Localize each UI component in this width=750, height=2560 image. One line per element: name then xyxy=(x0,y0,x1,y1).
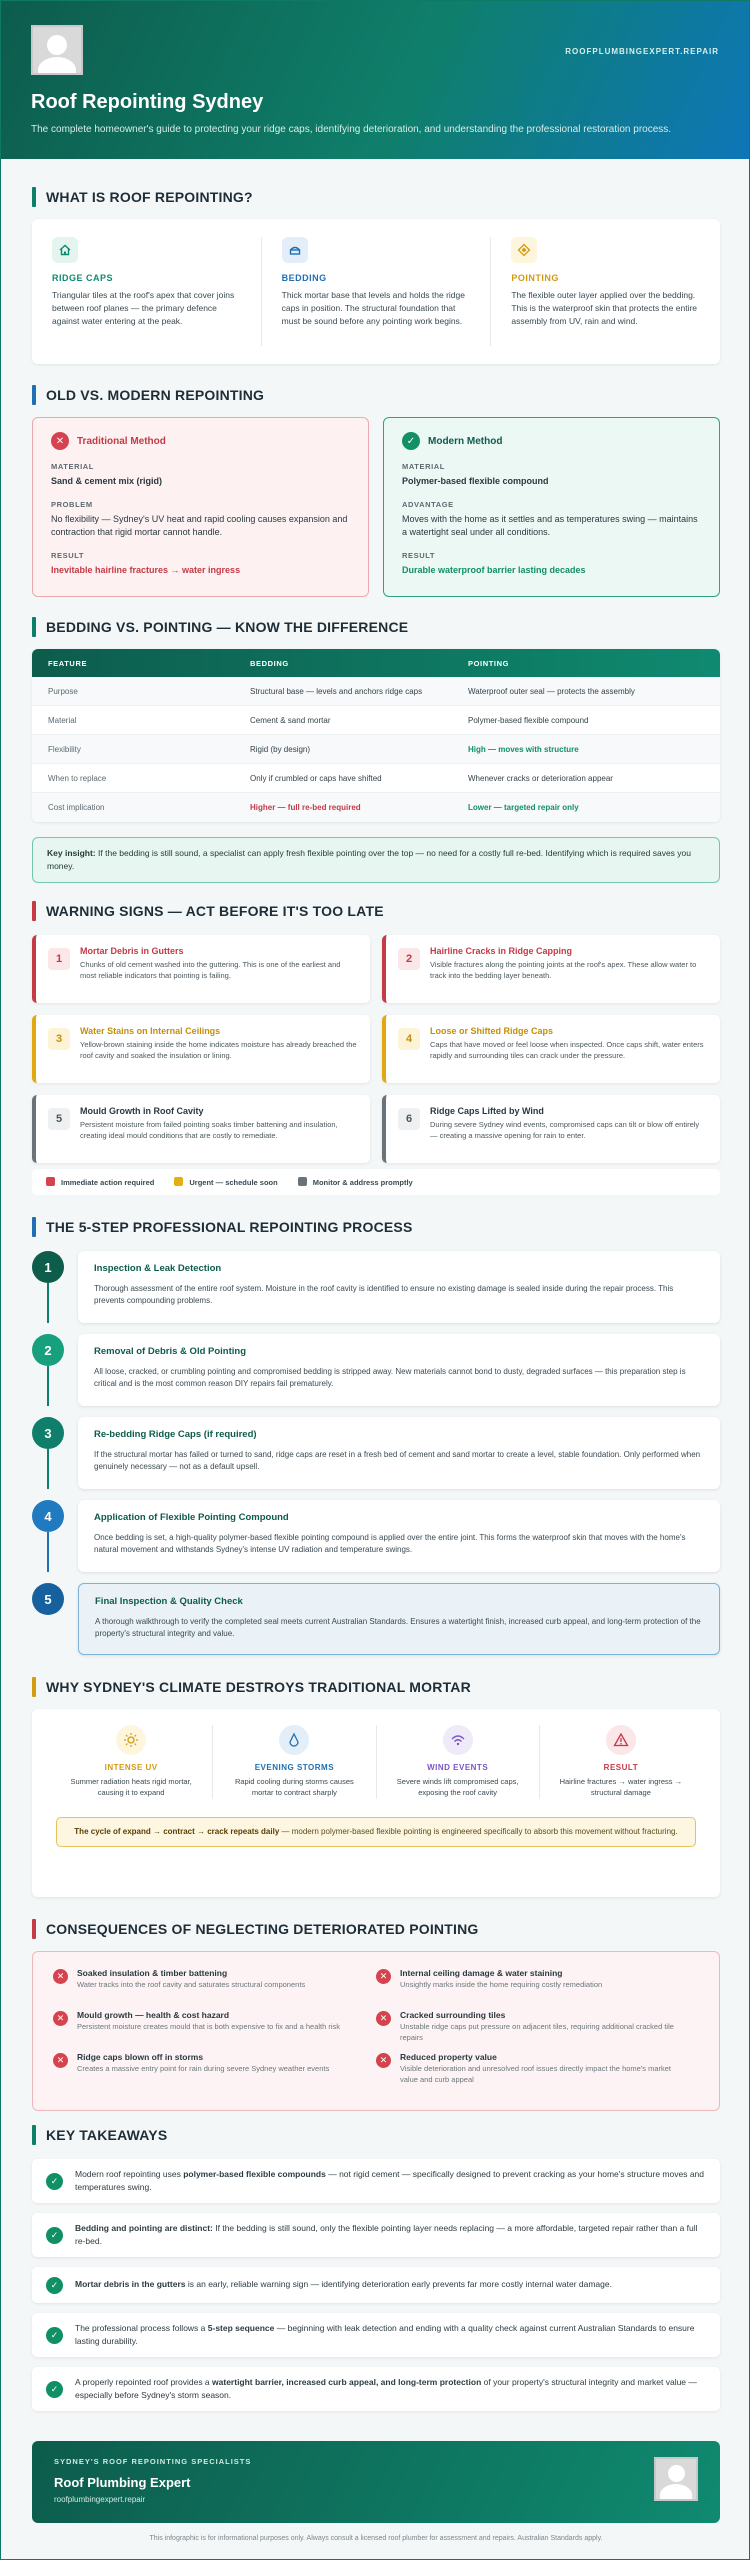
section-title-what: WHAT IS ROOF REPOINTING? xyxy=(32,187,720,207)
warning-icon xyxy=(606,1725,636,1755)
page-title: Roof Repointing Sydney xyxy=(31,91,264,113)
climate-card xyxy=(32,1709,720,1897)
infographic-page: ROOFPLUMBINGEXPERT.REPAIR Roof Repointing Sydney The complete homeowner's guide to protecting your ridge caps, identifying deterioration, and understanding the professional restoration process. WHAT IS ROOF REPOINTING? RIDGE CAPS Triangular tiles at the roof's apex that cover joins between roof planes — the primary defence against water entering at the peak. BEDDING Thick mortar base that levels and holds the ridge caps in position. The structural foundation that must be sound before any pointing work begins. POINTING The flexible outer layer applied over the bedding. This is the waterproof skin that protects the entire assembly from UV, rain and wind. OLD VS. MODERN REPOINTING ✕ Traditional Method MATERIAL Sand & cement mix (rigid) PROBLEM No flexibility — Sydney's UV heat and rapid cooling causes expansion and contraction that rigid mortar cannot handle. RESULT Inevitable hairline fractures → water ingress ✓ Modern Method MATERIAL Polymer-based flexible compound ADVANTAGE Moves with the home as it settles and as temperatures swing — maintains a watertight seal under all conditions. RESULT Durable waterproof barrier lasting decades BEDDING VS. POINTING — KNOW THE DIFFERENCE FEATURE BEDDING POINTING Purpose Structural base — levels and anchors ridge caps Waterproof outer seal — protects the assembly Material Cement & sand mortar Polymer-based flexible compound Flexibility Rigid (by design) High — moves with structure When to replace Only if crumbled or caps have shifted Whenever cracks or deterioration appear Cost implication Higher — full re-bed required Lower — targeted repair only Key insight: If the bedding is still sound, a specialist can apply fresh flexible pointing over the top — no need for a costly full re-bed. Identifying which is required saves you money. WARNING SIGNS — ACT BEFORE IT'S TOO LATE 1 Mortar Debris in Gutters Chunks of old cement washed into the guttering. This is one of the earliest and most reliable indicators that pointing is failing. 2 Hairline Cracks in Ridge Capping Visible fractures along the pointing joints at the roof's apex. These allow water to track into the bedding layer beneath. 3 Water Stains on Internal Ceilings Yellow-brown staining inside the home indicates moisture has already breached the roof cavity and soaked the insulation or lining. 4 Loose or Shifted Ridge Caps Caps that have moved or feel loose when inspected. Once caps shift, water enters rapidly and surrounding tiles can crack under the pressure. 5 Mould Growth in Roof Cavity Persistent moisture from failed pointing soaks timber battening and insulation, creating ideal mould conditions that are costly to remediate. 6 Ridge Caps Lifted by Wind During severe Sydney wind events, compromised caps can tilt or blow off entirely — creating a massive opening for rain to enter. Immediate action required Urgent — schedule soon Monitor & address promptly THE 5-STEP PROFESSIONAL REPOINTING PROCESS 1 Inspection & Leak Detection Thorough assessment of the entire roof system. Moisture in the roof cavity is identified to ensure no existing damage is sealed inside during the repair process. This prevents compounding problems. 2 Removal of Debris & Old Pointing All loose, cracked, or crumbling pointing and compromised bedding is stripped away. New materials cannot bond to dusty, degraded surfaces — this preparation step is critical and is the most common reason DIY repairs fail prematurely. 3 Re-bedding Ridge Caps (if required) If the structural mortar has failed or turned to sand, ridge caps are reset in a fresh bed of cement and sand mortar to create a level, stable foundation. Only performed when genuinely necessary — not as a default upsell. 4 Application of Flexible Pointing Compound Once bedding is set, a high-quality polymer-based flexible pointing compound is applied over the entire joint. This forms the waterproof skin that moves with the home's natural movement and withstands Sydney's intense UV radiation and temperature swings. 5 Final Inspection & Quality Check A thorough walkthrough to verify the completed seal meets current Australian Standards. Ensures a watertight finish, increased curb appeal, and long-term protection of the property's structural integrity and value. WHY SYDNEY'S CLIMATE DESTROYS TRADITIONAL MORTAR INTENSE UV Summer radiation heats rigid mortar, causing it to expand EVENING STORMS Rapid cooling during storms causes mortar to contract sharply WIND EVENTS Severe winds lift compromised caps, exposing the roof cavity RESULT Hairline fractures → water ingress → structural damage The cycle of expand → contract → crack repeats daily — modern polymer-based flexible pointing is engineered specifically to absorb this movement without fracturing. CONSEQUENCES OF NEGLECTING DETERIORATED POINTING ✕ Soaked insulation & timber battening Water tracks into the roof cavity and saturates structural components ✕ Internal ceiling damage & water staining Unsightly marks inside the home requiring costly remediation ✕ Mould growth — health & cost hazard Persistent moisture creates mould that is both expensive to fix and a health risk ✕ Cracked surrounding tiles Unstable ridge caps put pressure on adjacent tiles, requiring additional cracked tile repairs ✕ Ridge caps blown off in storms Creates a massive entry point for rain during severe Sydney weather events ✕ Reduced property value Visible deterioration and unresolved roof issues directly impact the home's market value and curb appeal KEY TAKEAWAYS ✓ Modern roof repointing uses polymer-based flexible compounds — not rigid cement — specifically designed to prevent cracking as your home's structure moves and temperatures swing. ✓ Bedding and pointing are distinct: If the bedding is still sound, only the flexible pointing layer needs replacing — a more affordable, targeted repair rather than a full re-bed. ✓ Mortar debris in the gutters is an early, reliable warning sign — identifying deterioration early prevents far more costly internal water damage. ✓ The professional process follows a 5-step sequence — beginning with leak detection and ending with a quality check against current Australian Standards to ensure lasting durability. ✓ A properly repointed roof provides a watertight barrier, increased curb appeal, and long-term protection of your property's structural integrity and market value — especially before Sydney's storm season. SYDNEY'S ROOF REPOINTING SPECIALISTS Roof Plumbing Expert roofplumbingexpert.repair This infographic is for informational purposes only. Always consult a licensed roof plumber for assessment and repairs. Australian Standards apply. xyxy=(0,0,750,2560)
section-title-warnings: WARNING SIGNS — ACT BEFORE IT'S TOO LATE xyxy=(32,901,720,921)
diamond-icon xyxy=(511,237,537,263)
warning-card: 4 Loose or Shifted Ridge Caps Caps that have moved or feel loose when inspected. Once caps shift, water enters rapidly and surrounding tiles can crack under the pressure. xyxy=(382,1015,720,1083)
warning-card: 6 Ridge Caps Lifted by Wind During severe Sydney wind events, compromised caps can tilt or blow off entirely — creating a massive opening for rain to enter. xyxy=(382,1095,720,1163)
wind-icon xyxy=(443,1725,473,1755)
consequence-item: ✕ Reduced property value Visible deterioration and unresolved roof issues directly impact the home's market value and curb appeal xyxy=(376,2052,699,2090)
takeaway-item: ✓ Mortar debris in the gutters is an early, reliable warning sign — identifying deterioration early prevents far more costly internal water damage. xyxy=(32,2267,720,2303)
comparison-table xyxy=(32,649,720,822)
footer xyxy=(32,2441,720,2523)
warning-card: 5 Mould Growth in Roof Cavity Persistent moisture from failed pointing soaks timber battening and insulation, creating ideal mould conditions that are costly to remediate. xyxy=(32,1095,370,1163)
legend-item: Urgent — schedule soon xyxy=(174,1177,277,1187)
takeaway-item: ✓ Modern roof repointing uses polymer-based flexible compounds — not rigid cement — specifically designed to prevent cracking as your home's structure moves and temperatures swing. xyxy=(32,2159,720,2203)
section-title-climate: WHY SYDNEY'S CLIMATE DESTROYS TRADITIONAL MORTAR xyxy=(32,1677,720,1697)
consequence-item: ✕ Soaked insulation & timber battening Water tracks into the roof cavity and saturates structural components xyxy=(53,1968,376,2006)
footer-brand: Roof Plumbing Expert xyxy=(54,2475,191,2490)
climate-col: WIND EVENTS Severe winds lift compromised caps, exposing the roof cavity xyxy=(377,1725,540,1799)
close-icon: ✕ xyxy=(376,2011,391,2026)
col-pointing xyxy=(491,237,720,346)
table-row: Purpose Structural base — levels and anchors ridge caps Waterproof outer seal — protects the assembly xyxy=(32,677,720,706)
rain-icon xyxy=(279,1725,309,1755)
consequence-item: ✕ Cracked surrounding tiles Unstable ridge caps put pressure on adjacent tiles, requiring additional cracked tile repairs xyxy=(376,2010,699,2048)
avatar xyxy=(654,2457,698,2501)
warning-card: 2 Hairline Cracks in Ridge Capping Visible fractures along the pointing joints at the roof's apex. These allow water to track into the bedding layer beneath. xyxy=(382,935,720,1003)
takeaway-item: ✓ A properly repointed roof provides a watertight barrier, increased curb appeal, and long-term protection of your property's structural integrity and market value — especially before Sydney's storm season. xyxy=(32,2367,720,2411)
section-title-table: BEDDING VS. POINTING — KNOW THE DIFFERENCE xyxy=(32,617,720,637)
footer-url[interactable]: roofplumbingexpert.repair xyxy=(54,2495,146,2504)
climate-note: The cycle of expand → contract → crack repeats daily — modern polymer-based flexible pointing is engineered specifically to absorb this movement without fracturing. xyxy=(56,1817,696,1847)
what-card xyxy=(32,219,720,364)
check-icon: ✓ xyxy=(402,432,420,450)
table-row: Material Cement & sand mortar Polymer-based flexible compound xyxy=(32,706,720,735)
disclaimer: This infographic is for informational purposes only. Always consult a licensed roof plumber for assessment and repairs. Australian Standards apply. xyxy=(149,2535,603,2542)
takeaway-item: ✓ The professional process follows a 5-step sequence — beginning with leak detection and ending with a quality check against current Australian Standards to ensure lasting durability. xyxy=(32,2313,720,2357)
warning-card: 3 Water Stains on Internal Ceilings Yellow-brown staining inside the home indicates moisture has already breached the roof cavity and soaked the insulation or lining. xyxy=(32,1015,370,1083)
avatar xyxy=(31,25,83,75)
header xyxy=(1,1,749,159)
consequence-item: ✕ Mould growth — health & cost hazard Persistent moisture creates mould that is both expensive to fix and a health risk xyxy=(53,2010,376,2048)
section-title-process: THE 5-STEP PROFESSIONAL REPOINTING PROCESS xyxy=(32,1217,720,1237)
section-title-consequences: CONSEQUENCES OF NEGLECTING DETERIORATED POINTING xyxy=(32,1919,720,1939)
page-subtitle: The complete homeowner's guide to protecting your ridge caps, identifying deterioration, and understanding the professional restoration process. xyxy=(31,124,672,135)
legend-item: Immediate action required xyxy=(46,1177,154,1187)
check-icon: ✓ xyxy=(46,2327,63,2344)
climate-col: INTENSE UV Summer radiation heats rigid mortar, causing it to expand xyxy=(50,1725,213,1799)
table-header: FEATURE BEDDING POINTING xyxy=(32,649,720,677)
warning-card: 1 Mortar Debris in Gutters Chunks of old cement washed into the guttering. This is one of the earliest and most reliable indicators that pointing is failing. xyxy=(32,935,370,1003)
check-icon: ✓ xyxy=(46,2277,63,2294)
climate-col: RESULT Hairline fractures → water ingress → structural damage xyxy=(540,1725,702,1799)
col-text: Triangular tiles at the roof's apex that cover joins between roof planes — the primary defence against water entering at the peak. xyxy=(52,290,235,326)
col-text: Thick mortar base that levels and holds the ridge caps in position. The structural foundation that must be sound before any pointing work begins. xyxy=(281,290,465,326)
col-heading: RIDGE CAPS xyxy=(52,273,114,283)
traditional-method-card: ✕ Traditional Method MATERIAL Sand & cement mix (rigid) PROBLEM No flexibility — Sydney's UV heat and rapid cooling causes expansion and contraction that rigid mortar cannot handle. RESULT Inevitable hairline fractures → water ingress xyxy=(32,417,369,597)
climate-col: EVENING STORMS Rapid cooling during storms causes mortar to contract sharply xyxy=(213,1725,376,1799)
sun-icon xyxy=(116,1725,146,1755)
legend-item: Monitor & address promptly xyxy=(298,1177,413,1187)
check-icon: ✓ xyxy=(46,2173,63,2190)
col-text: The flexible outer layer applied over the bedding. This is the waterproof skin that protects the entire assembly from UV, rain and wind. xyxy=(511,290,698,326)
takeaway-item: ✓ Bedding and pointing are distinct: If the bedding is still sound, only the flexible pointing layer needs replacing — a more affordable, targeted repair rather than a full re-bed. xyxy=(32,2213,720,2257)
consequences-card xyxy=(32,1951,720,2111)
house-icon xyxy=(52,237,78,263)
modern-method-card: ✓ Modern Method MATERIAL Polymer-based flexible compound ADVANTAGE Moves with the home as it settles and as temperatures swing — maintains a watertight seal under all conditions. RESULT Durable waterproof barrier lasting decades xyxy=(383,417,720,597)
key-insight: Key insight: If the bedding is still sound, a specialist can apply fresh flexible pointing over the top — no need for a costly full re-bed. Identifying which is required saves you money. xyxy=(32,837,720,883)
close-icon: ✕ xyxy=(53,1969,68,1984)
consequence-item: ✕ Internal ceiling damage & water staining Unsightly marks inside the home requiring costly remediation xyxy=(376,1968,699,2006)
severity-legend xyxy=(32,1169,720,1195)
check-icon: ✓ xyxy=(46,2227,63,2244)
check-icon: ✓ xyxy=(46,2381,63,2398)
col-heading: BEDDING xyxy=(281,273,327,283)
site-url[interactable]: ROOFPLUMBINGEXPERT.REPAIR xyxy=(565,47,719,56)
section-title-compare: OLD VS. MODERN REPOINTING xyxy=(32,385,720,405)
col-bedding xyxy=(262,237,492,346)
close-icon: ✕ xyxy=(51,432,69,450)
col-ridge-caps xyxy=(32,237,262,346)
consequence-item: ✕ Ridge caps blown off in storms Creates a massive entry point for rain during severe Sydney weather events xyxy=(53,2052,376,2090)
layers-icon xyxy=(282,237,308,263)
table-row: Cost implication Higher — full re-bed required Lower — targeted repair only xyxy=(32,793,720,822)
close-icon: ✕ xyxy=(53,2011,68,2026)
close-icon: ✕ xyxy=(376,2053,391,2068)
table-row: When to replace Only if crumbled or caps have shifted Whenever cracks or deterioration appear xyxy=(32,764,720,793)
footer-kicker: SYDNEY'S ROOF REPOINTING SPECIALISTS xyxy=(54,2457,252,2466)
close-icon: ✕ xyxy=(376,1969,391,1984)
section-title-takeaways: KEY TAKEAWAYS xyxy=(32,2125,720,2145)
col-heading: POINTING xyxy=(511,273,559,283)
table-row: Flexibility Rigid (by design) High — moves with structure xyxy=(32,735,720,764)
close-icon: ✕ xyxy=(53,2053,68,2068)
